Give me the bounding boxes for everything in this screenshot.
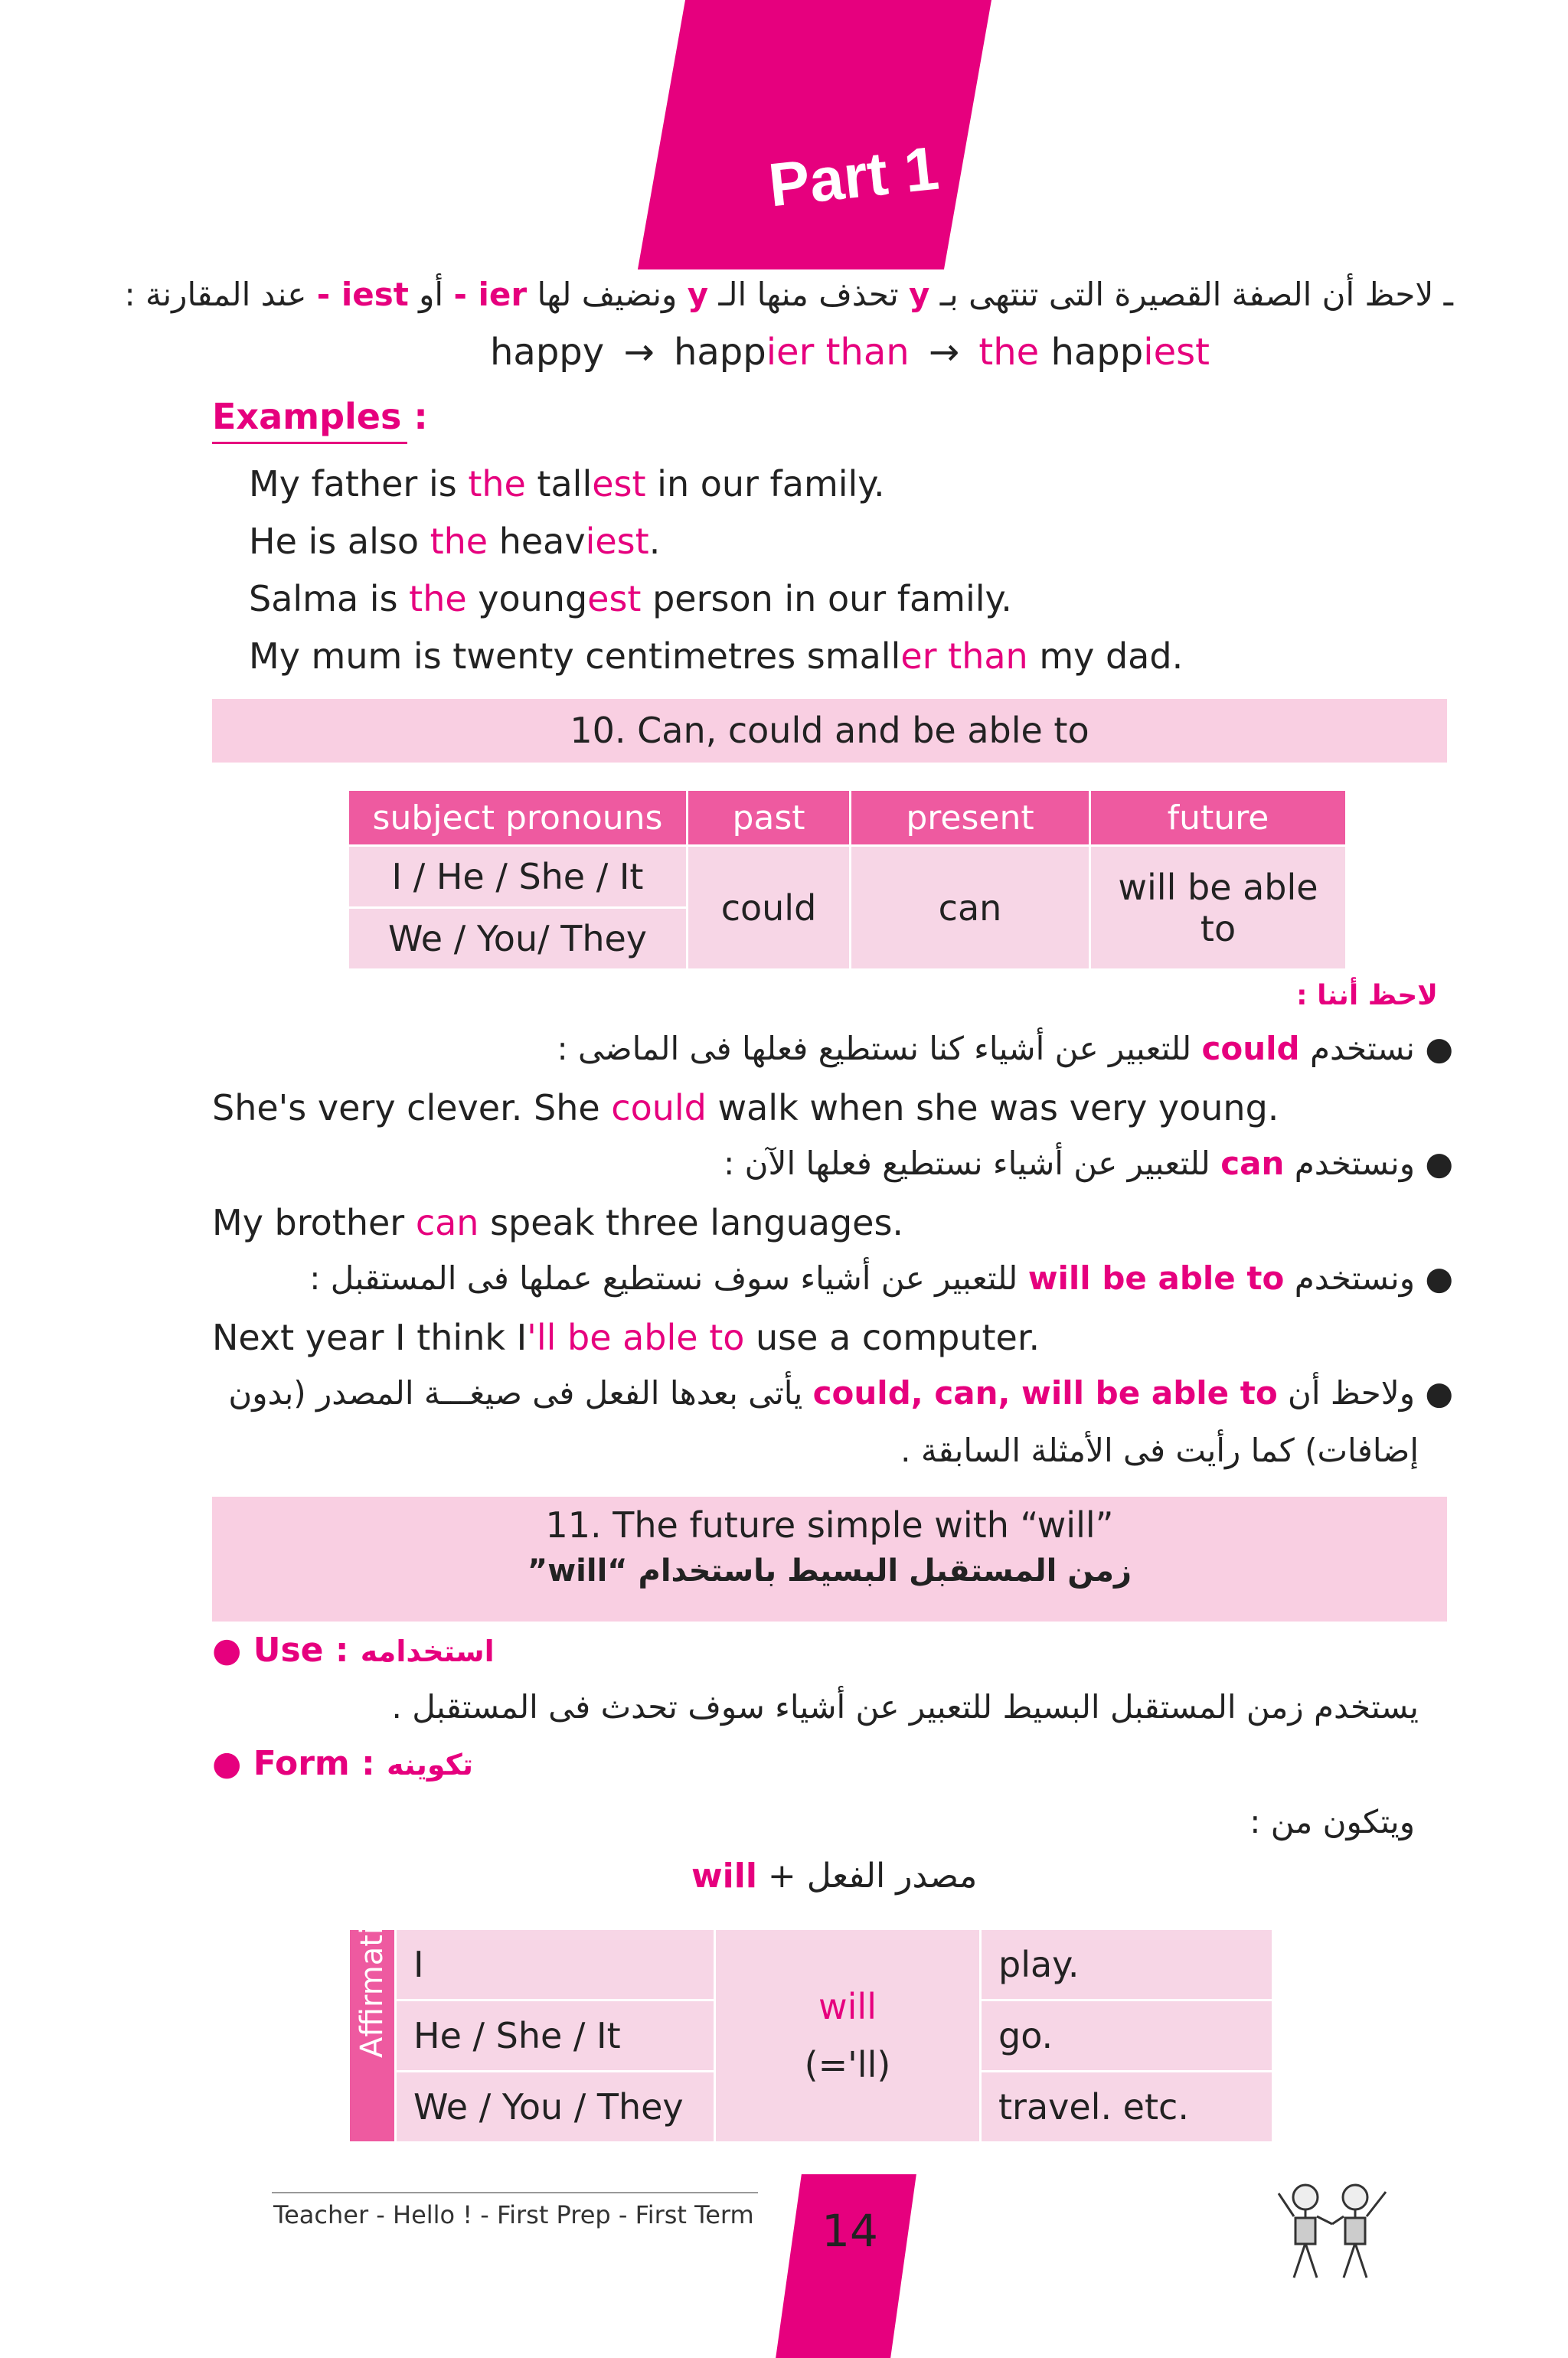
notice-heading: لاحظ أننا : <box>1296 980 1438 1011</box>
txt: heav <box>488 521 586 562</box>
txt: my dad. <box>1027 635 1184 677</box>
comparative-note-arabic <box>124 276 1453 313</box>
happy-comparison <box>490 331 1210 374</box>
word: happ <box>673 331 766 374</box>
keyword: 'll be able to <box>527 1317 745 1358</box>
table-header-row <box>348 790 1347 846</box>
subject-cell: We / You / They <box>396 2072 715 2143</box>
note-text: ـ لاحظ أن الصفة القصيرة التى تنتهى بـ <box>939 276 1453 313</box>
example-sentence <box>249 635 1183 677</box>
table-row <box>348 846 1347 908</box>
bullet-infinitive-note <box>228 1374 1453 1412</box>
txt: er than <box>900 635 1028 677</box>
keyword: will be able to <box>1027 1259 1285 1297</box>
note-text: تحذف منها الـ <box>718 276 899 313</box>
txt: ونستخدم <box>1294 1259 1415 1297</box>
keyword: can <box>1220 1145 1285 1182</box>
part-label: Part 1 <box>765 133 942 220</box>
section10-band <box>212 699 1447 763</box>
formula-plus: + <box>767 1857 796 1896</box>
examples-heading: Examples : <box>212 396 407 444</box>
example-sentence <box>212 1087 1279 1128</box>
txt: . <box>648 521 661 562</box>
header-subject: subject pronouns <box>348 790 688 846</box>
txt: use a computer. <box>744 1317 1040 1358</box>
keyword: could <box>1201 1030 1300 1067</box>
txt: يأتى بعدها الفعل فى صيغـــة المصدر (بدون <box>228 1374 803 1412</box>
bullet-will-be-able <box>309 1259 1453 1297</box>
kids-illustration-icon <box>1263 2170 1401 2285</box>
form-text: ويتكون من : <box>1250 1803 1415 1840</box>
txt: person in our family. <box>641 578 1012 619</box>
bullet-can <box>724 1145 1453 1182</box>
txt: Salma is <box>249 578 410 619</box>
past-cell: could <box>688 846 851 970</box>
txt: He is also <box>249 521 430 562</box>
use-label-row <box>212 1631 495 1670</box>
arrow-icon: → <box>928 331 960 374</box>
txt: in our family. <box>645 463 885 505</box>
bullet-icon: ● <box>212 1631 242 1670</box>
example-sentence <box>212 1317 1040 1358</box>
txt: للتعبير عن أشياء نستطيع فعلها الآن : <box>724 1145 1210 1182</box>
note-keyword-ier: ier - <box>453 276 528 313</box>
txt: My mum is twenty centimetres small <box>249 635 901 677</box>
txt: My father is <box>249 463 469 505</box>
header-future: future <box>1090 790 1347 846</box>
note-text: أو <box>419 276 444 313</box>
txt: the <box>409 578 467 619</box>
section11-band <box>212 1497 1447 1622</box>
bullet-infinitive-note-cont: إضافات) كما رأيت فى الأمثلة السابقة . <box>900 1432 1419 1469</box>
example-sentence <box>249 521 660 562</box>
will-short: (='ll) <box>804 2044 891 2085</box>
side-label-text: Affirmative <box>354 1889 390 2058</box>
word: happ <box>1050 331 1144 374</box>
modal-verbs-table <box>347 789 1348 971</box>
txt: walk when she was very young. <box>706 1087 1279 1128</box>
word-suffix: ier than <box>766 331 910 374</box>
use-label-ar: استخدامه <box>360 1635 495 1668</box>
future-cell: will be able to <box>1090 846 1347 970</box>
txt: speak three languages. <box>479 1202 904 1243</box>
page-number-tag <box>776 2174 916 2358</box>
txt: للتعبير عن أشياء كنا نستطيع فعلها فى الماضى : <box>557 1030 1192 1067</box>
note-keyword-y: y <box>909 276 930 313</box>
word: happy <box>490 331 605 374</box>
page-number: 14 <box>822 2205 878 2257</box>
txt: est <box>592 463 646 505</box>
word-article: the <box>978 331 1040 374</box>
txt: زمن المستقبل البسيط باستخدام <box>638 1553 1132 1589</box>
txt: ولاحظ أن <box>1288 1374 1415 1412</box>
use-label: Use : <box>253 1631 349 1670</box>
bullet-icon: ● <box>1425 1374 1453 1412</box>
verb-cell: play. <box>981 1929 1273 2000</box>
txt: ونستخدم <box>1294 1145 1415 1182</box>
txt: young <box>466 578 588 619</box>
note-text: عند المقارنة : <box>124 276 307 313</box>
example-sentence <box>249 578 1012 619</box>
note-keyword-y: y <box>687 276 709 313</box>
arrow-icon: → <box>623 331 655 374</box>
form-label-row <box>212 1744 473 1783</box>
form-label: Form : <box>253 1744 375 1783</box>
txt: the <box>430 521 488 562</box>
subject-cell: I / He / She / It <box>348 846 688 908</box>
subject-cell: We / You/ They <box>348 908 688 970</box>
affirmative-table <box>348 1889 1274 2144</box>
footer-text: Teacher - Hello ! - First Prep - First Term <box>273 2200 754 2229</box>
txt: My brother <box>212 1202 416 1243</box>
will-formula <box>691 1857 977 1896</box>
txt: tall <box>525 463 593 505</box>
txt: “will” <box>527 1553 628 1589</box>
txt: iest <box>585 521 649 562</box>
subject-cell: He / She / It <box>396 2000 715 2072</box>
form-label-ar: تكوينه <box>387 1748 474 1782</box>
section11-subtitle <box>212 1553 1447 1589</box>
section10-title: 10. Can, could and be able to <box>570 710 1089 751</box>
subject-cell: I <box>396 1929 715 2000</box>
word-suffix: iest <box>1143 331 1210 374</box>
example-sentence <box>212 1202 903 1243</box>
keyword: could <box>611 1087 707 1128</box>
table-row <box>349 1929 1273 2000</box>
header-past: past <box>688 790 851 846</box>
formula-will: will <box>691 1857 757 1896</box>
affirmative-side-label <box>349 1889 396 2143</box>
formula-verb: مصدر الفعل <box>806 1857 978 1896</box>
bullet-icon: ● <box>1425 1145 1453 1182</box>
will-cell <box>715 1929 981 2143</box>
header-present: present <box>851 790 1090 846</box>
txt: Next year I think I <box>212 1317 528 1358</box>
keyword: can <box>415 1202 479 1243</box>
txt: للتعبير عن أشياء سوف نستطيع عملها فى المستقبل : <box>309 1259 1018 1297</box>
bullet-icon: ● <box>212 1744 242 1783</box>
verb-cell: go. <box>981 2000 1273 2072</box>
keyword: could, can, will be able to <box>812 1374 1278 1412</box>
note-text: ونضيف لها <box>537 276 678 313</box>
bullet-icon: ● <box>1425 1259 1453 1297</box>
section11-title: 11. The future simple with “will” <box>545 1504 1114 1546</box>
bullet-could <box>557 1030 1453 1067</box>
will-word: will <box>818 1986 877 2027</box>
use-text: يستخدم زمن المستقبل البسيط للتعبير عن أشياء سوف تحدث فى المستقبل . <box>391 1688 1419 1726</box>
txt: est <box>587 578 642 619</box>
txt: She's very clever. She <box>212 1087 612 1128</box>
present-cell: can <box>851 846 1090 970</box>
bullet-icon: ● <box>1425 1030 1453 1067</box>
example-sentence <box>249 463 885 505</box>
footer-divider <box>272 2192 758 2193</box>
txt: نستخدم <box>1309 1030 1415 1067</box>
verb-cell: travel. etc. <box>981 2072 1273 2143</box>
note-keyword-iest: iest - <box>316 276 409 313</box>
txt: the <box>468 463 526 505</box>
